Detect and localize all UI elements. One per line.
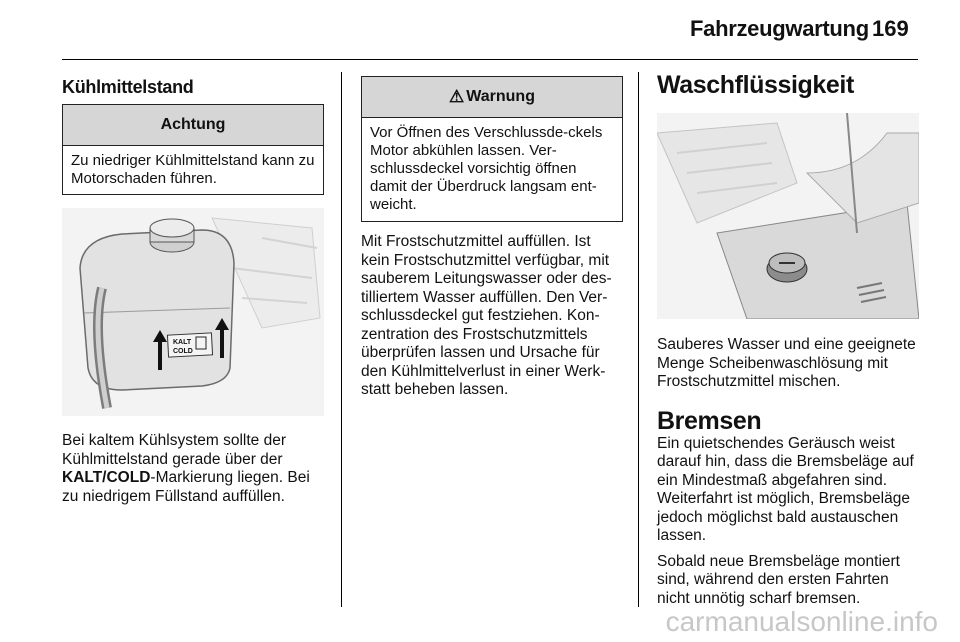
page-header-title: Fahrzeugwartung <box>690 16 869 41</box>
brakes-paragraph-1: Ein quietschendes Geräusch weist darauf hin, dass die Bremsbeläge auf ein Mindestmaß abgefahren sind. Weiterfahrt ist möglich, Bremsbeläge jedoch möglichst bald austauschen lassen. <box>657 434 914 544</box>
header-divider <box>62 59 918 60</box>
warning-triangle-icon: ⚠ <box>449 87 465 106</box>
coolant-paragraph-bold: KALT/COLD <box>62 469 151 486</box>
section-title-brakes: Bremsen <box>657 407 762 435</box>
reservoir-label-kalt: KALT <box>173 339 192 346</box>
coolant-paragraph-block <box>62 432 324 506</box>
notice-title: Achtung <box>63 105 323 146</box>
section-title-washer-fluid: Waschflüssigkeit <box>657 71 854 99</box>
warning-box <box>361 76 623 222</box>
section-title-coolant: Kühlmittelstand <box>62 77 194 97</box>
warning-title: Warnung <box>466 88 535 105</box>
column-divider-right <box>638 72 639 607</box>
washer-title-block <box>657 71 919 99</box>
coolant-reservoir-illustration <box>62 208 324 416</box>
washer-paragraph-block <box>657 336 922 392</box>
page-number: 169 <box>872 16 909 41</box>
coolant-paragraph-part2: -Markierung liegen. Bei zu niedrigem Füllstand auffüllen. <box>62 469 310 505</box>
notice-text: Zu niedriger Kühlmittelstand kann zu Motorschaden führen. <box>71 152 315 187</box>
notice-box <box>62 104 324 195</box>
washer-paragraph: Sauberes Wasser und eine geeignete Menge Scheibenwaschlösung mit Frostschutzmittel mischen. <box>657 336 916 390</box>
left-column <box>62 78 324 97</box>
antifreeze-paragraph: Mit Frostschutzmittel auffüllen. Ist kein Frostschutzmittel verfügbar, mit sauberem Leitungswasser oder des-tilliertem Wasser auffüllen. Den Ver-schlussdeckel gut festziehen. Kon-zentration des Frostschutzmittels überprüfen lassen und Ursache für den Kühlmittelverlust in einer Werk-statt beheben lassen. <box>361 233 612 398</box>
coolant-paragraph <box>62 432 324 506</box>
washer-reservoir-drawing <box>657 113 919 319</box>
brakes-paragraph-2: Sobald neue Bremsbeläge montiert sind, während den ersten Fahrten nicht unnötig scharf bremsen. <box>657 552 900 607</box>
coolant-reservoir-drawing <box>62 208 324 416</box>
reservoir-label-cold: COLD <box>173 348 193 355</box>
watermark-text: carmanualsonline.info <box>665 606 938 637</box>
warning-text: Vor Öffnen des Verschlussde-ckels Motor abkühlen lassen. Ver-schlussdeckel vorsichtig öffnen damit der Überdruck langsam ent-weicht. <box>370 124 603 213</box>
brakes-block <box>657 407 922 608</box>
column-divider-left <box>341 72 342 607</box>
middle-paragraph-block <box>361 233 623 400</box>
warning-header <box>362 77 622 118</box>
washer-reservoir-illustration <box>657 113 919 319</box>
coolant-paragraph-part1: Bei kaltem Kühlsystem sollte der Kühlmittelstand gerade über der <box>62 432 286 468</box>
